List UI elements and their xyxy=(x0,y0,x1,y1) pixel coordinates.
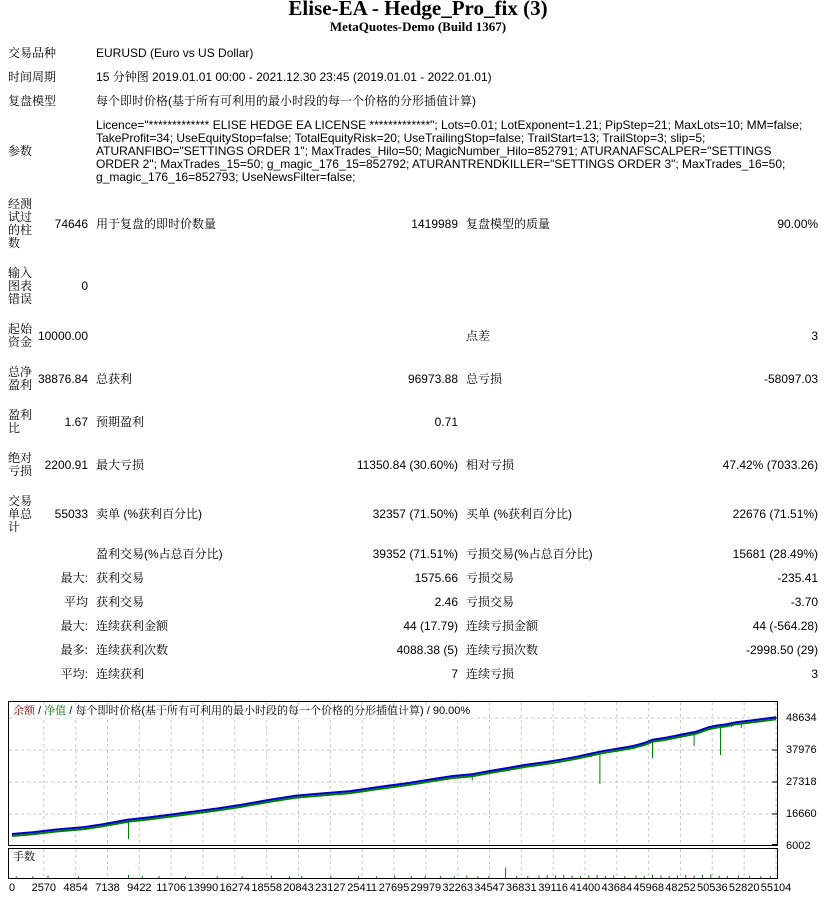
stat-value xyxy=(34,543,88,567)
stat-label: 连续亏损次数 xyxy=(466,643,539,657)
stat-value: 1575.66 xyxy=(414,571,459,585)
lots-axis-title: 手数 xyxy=(13,851,35,863)
stat-label: 连续获利 xyxy=(96,667,145,681)
stat-row xyxy=(8,444,818,487)
stat-label: 复盘模型 xyxy=(8,94,57,108)
stat-row xyxy=(8,401,818,444)
stat-row xyxy=(8,639,818,663)
stat-row xyxy=(8,190,818,259)
x-axis-label: 32263 xyxy=(442,882,473,894)
x-axis-label: 39116 xyxy=(538,882,569,894)
legend-quality: 90.00% xyxy=(432,705,471,717)
lots-chart-panel xyxy=(8,848,778,879)
stat-label: Licence="************* ELISE HEDGE EA LICENSE *************"; Lots=0.01; LotExponent=1.21; PipStep=21; MaxLots=10; MM=false; TakeProfit=34; UseEquityStop=false; TotalEquityRisk=20; UseTrailingStop=false; TrailStart=13; TrailStop=3; slip=5; ATURANFIBO="SETTINGS ORDER 1"; MaxTrades_Hilo=50; MagicNumber_Hilo=852791; ATURANAFSCALPER="SETTINGS ORDER 2"; MaxTrades_15=50; g_magic_176_15=852792; ATURANTRENDKILLER="SETTINGS ORDER 3"; MaxTrades_16=50; g_magic_176_16=852793; UseNewsFilter=false; xyxy=(96,118,803,184)
stat-value: 15681 (28.49%) xyxy=(732,547,819,561)
stat-label: 复盘模型的质量 xyxy=(466,216,551,231)
report-title: Elise-EA - Hedge_Pro_fix (3) xyxy=(288,0,548,20)
stat-value xyxy=(340,315,458,358)
stat-label: 盈利交易(%占总百分比) xyxy=(96,547,223,561)
stat-value: -58097.03 xyxy=(764,371,819,386)
lots-chart xyxy=(9,849,777,878)
y-axis-label: 48634 xyxy=(786,712,817,724)
stat-label: 亏损交易(%占总百分比) xyxy=(466,547,593,561)
stat-label: 总获利 xyxy=(96,371,133,386)
info-row xyxy=(8,66,818,90)
stat-value: 3 xyxy=(811,328,819,343)
x-axis-label: 9422 xyxy=(127,882,152,894)
stat-value: 39352 (71.51%) xyxy=(372,547,459,561)
stat-label xyxy=(8,663,34,687)
x-axis-label: 29979 xyxy=(410,882,442,894)
stat-label: 输入图表错误 xyxy=(8,266,33,306)
stat-value: 44 (17.79) xyxy=(403,619,459,633)
x-axis-label: 11706 xyxy=(156,882,187,894)
stat-value: 10000.00 xyxy=(37,328,89,343)
stat-label: 交易品种 xyxy=(8,46,57,60)
x-axis-label: 50536 xyxy=(697,882,728,894)
report-subtitle: MetaQuotes-Demo (Build 1367) xyxy=(329,19,507,34)
stat-value: 74646 xyxy=(54,216,89,231)
x-axis-label: 27695 xyxy=(378,882,410,894)
y-axis-label: 6002 xyxy=(786,840,811,852)
stat-value: 平均 xyxy=(64,595,89,609)
stat-row xyxy=(8,259,818,315)
y-axis-label: 16660 xyxy=(786,808,817,820)
stat-label: 绝对亏损 xyxy=(8,451,33,478)
balance-chart-area xyxy=(8,701,836,896)
stat-label xyxy=(458,401,686,444)
stat-value: 3 xyxy=(811,667,819,681)
x-axis-label: 52820 xyxy=(728,882,760,894)
stat-label: 用于复盘的即时价数量 xyxy=(96,216,217,231)
stat-value: 38876.84 xyxy=(37,371,89,386)
stat-label: 起始资金 xyxy=(8,322,33,349)
x-axis-label: 34547 xyxy=(474,882,505,894)
stat-label: 15 分钟图 2019.01.01 00:00 - 2021.12.30 23:45 (2019.01.01 - 2022.01.01) xyxy=(96,70,492,84)
stat-label: 盈利比 xyxy=(8,408,33,435)
info-row xyxy=(8,42,818,66)
stat-label xyxy=(8,543,34,567)
x-axis-label: 48252 xyxy=(665,882,696,894)
legend-separator: / xyxy=(35,705,45,717)
x-axis-label: 13990 xyxy=(187,882,219,894)
stat-row xyxy=(8,567,818,591)
stat-label: 连续获利次数 xyxy=(96,643,169,657)
stat-value: 4088.38 (5) xyxy=(396,643,459,657)
stat-value: 1.67 xyxy=(64,414,89,429)
stat-row xyxy=(8,543,818,567)
stat-value: 0 xyxy=(81,279,89,293)
balance-equity-chart xyxy=(9,702,777,845)
x-axis-label: 0 xyxy=(8,882,16,894)
stat-label: 亏损交易 xyxy=(466,571,515,585)
stat-value: 7 xyxy=(451,667,459,681)
stat-value: 平均: xyxy=(60,667,89,681)
y-axis-label: 37976 xyxy=(786,744,817,756)
stat-label xyxy=(88,259,340,315)
chart-legend xyxy=(13,705,473,718)
stat-value: 2200.91 xyxy=(44,457,89,472)
x-axis-label: 20843 xyxy=(283,882,314,894)
stat-value: -235.41 xyxy=(777,571,819,585)
stat-value: 1419989 xyxy=(411,216,459,231)
stat-value: 最多: xyxy=(60,643,89,657)
x-axis-label: 55104 xyxy=(760,882,792,894)
stat-value: 47.42% (7033.26) xyxy=(722,457,819,472)
stat-row xyxy=(8,487,818,543)
stat-value xyxy=(340,259,458,315)
stat-label xyxy=(8,615,34,639)
stat-value: 最大: xyxy=(60,571,89,585)
stat-label: 时间周期 xyxy=(8,70,57,84)
x-axis-label: 25411 xyxy=(347,882,378,894)
x-axis-label: 43684 xyxy=(601,882,633,894)
legend-balance: 余额 xyxy=(13,705,35,717)
stat-label: 总亏损 xyxy=(466,371,503,386)
stat-value: 55033 xyxy=(54,507,89,521)
stat-label: 亏损交易 xyxy=(466,595,515,609)
stat-label: 买单 (%获利百分比) xyxy=(466,507,573,521)
stat-label: 参数 xyxy=(8,144,33,158)
stat-label xyxy=(8,567,34,591)
x-axis-label: 23127 xyxy=(315,882,346,894)
info-row xyxy=(8,90,818,114)
stat-label xyxy=(8,591,34,615)
stat-label: 经测试过的柱数 xyxy=(8,197,33,250)
x-axis-label: 41400 xyxy=(569,882,601,894)
legend-equity: 净值 xyxy=(44,705,67,717)
stat-label: 最大亏损 xyxy=(96,457,145,472)
info-row xyxy=(8,114,818,190)
stat-label: 交易单总计 xyxy=(8,494,33,534)
stats-table xyxy=(8,42,818,687)
stat-label: EURUSD (Euro vs US Dollar) xyxy=(96,46,254,60)
x-axis-label: 2570 xyxy=(31,882,57,894)
stat-label: 相对亏损 xyxy=(466,457,515,472)
stat-label: 获利交易 xyxy=(96,595,145,609)
stat-value: 44 (-564.28) xyxy=(752,619,819,633)
stat-label xyxy=(458,259,686,315)
stat-label: 卖单 (%获利百分比) xyxy=(96,507,203,521)
stat-row xyxy=(8,315,818,358)
stat-value: 22676 (71.51%) xyxy=(732,507,819,521)
x-axis-label: 4854 xyxy=(63,882,88,894)
stat-label: 每个即时价格(基于所有可利用的最小时段的每一个价格的分形插值计算) xyxy=(96,94,477,108)
x-axis-label: 45968 xyxy=(633,882,664,894)
stat-value xyxy=(686,401,818,444)
x-axis-label: 18558 xyxy=(251,882,282,894)
stat-value: -2998.50 (29) xyxy=(746,643,819,657)
stat-label: 连续获利金额 xyxy=(96,619,169,633)
stat-value xyxy=(686,259,818,315)
stat-label: 连续亏损金额 xyxy=(466,619,539,633)
stat-value: 0.71 xyxy=(434,414,459,429)
legend-model: 每个即时价格(基于所有可利用的最小时段的每一个价格的分形插值计算) xyxy=(75,705,424,717)
stat-label xyxy=(8,639,34,663)
stat-row xyxy=(8,663,818,687)
stat-label: 点差 xyxy=(466,328,491,343)
stat-label xyxy=(88,315,340,358)
x-axis-label: 7138 xyxy=(95,882,120,894)
stat-label: 获利交易 xyxy=(96,571,145,585)
stat-value: 90.00% xyxy=(777,216,819,231)
stat-row xyxy=(8,358,818,401)
stat-label: 总净盈利 xyxy=(8,365,33,392)
stat-label: 预期盈利 xyxy=(96,414,145,429)
report-header xyxy=(0,0,836,34)
x-axis-label: 36831 xyxy=(506,882,537,894)
stat-value: 最大: xyxy=(60,619,89,633)
stat-value: 2.46 xyxy=(434,595,459,609)
y-axis-label: 27318 xyxy=(786,776,817,788)
legend-separator: / xyxy=(66,705,76,717)
stat-row xyxy=(8,615,818,639)
stat-label: 连续亏损 xyxy=(466,667,515,681)
stat-row xyxy=(8,591,818,615)
stat-value: 11350.84 (30.60%) xyxy=(356,457,459,472)
x-axis-label: 16274 xyxy=(219,882,251,894)
legend-separator: / xyxy=(423,705,433,717)
balance-chart-panel xyxy=(8,701,778,846)
stat-value: 32357 (71.50%) xyxy=(372,507,459,521)
stat-value: -3.70 xyxy=(790,595,819,609)
stat-value: 96973.88 xyxy=(407,371,459,386)
